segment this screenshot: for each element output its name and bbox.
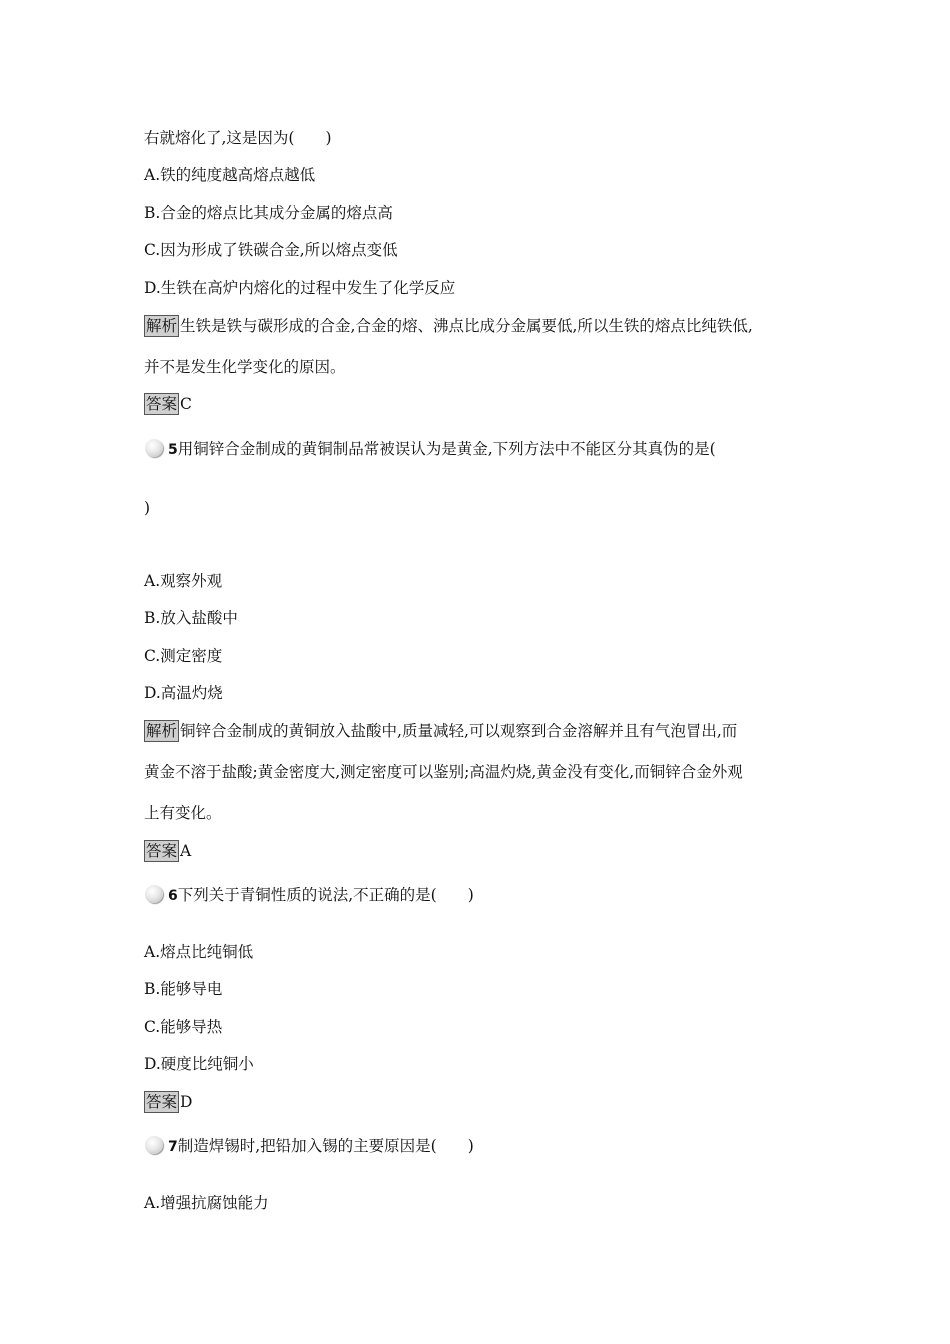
option-c: C.测定密度 — [144, 647, 223, 665]
option-c: C.能够导热 — [144, 1018, 223, 1036]
answer-label: 答案 — [146, 842, 178, 860]
answer-value: A — [180, 842, 192, 860]
option-b: B.能够导电 — [144, 980, 223, 998]
question-stem-continuation: 右就熔化了,这是因为( ) — [144, 129, 332, 147]
analysis-label: 解析 — [146, 722, 178, 740]
question-5-stem — [144, 438, 716, 461]
analysis-block — [144, 720, 737, 742]
answer-label: 答案 — [146, 1093, 178, 1111]
option-d: D.硬度比纯铜小 — [144, 1055, 254, 1073]
answer-value: C — [180, 395, 192, 413]
option-a: A.增强抗腐蚀能力 — [144, 1194, 269, 1212]
question-marker-icon — [144, 885, 166, 903]
question-marker-icon — [144, 439, 166, 457]
question-marker-icon — [144, 1136, 166, 1154]
analysis-text-continued: 黄金不溶于盐酸;黄金密度大,测定密度可以鉴别;高温灼烧,黄金没有变化,而铜锌合金外观 — [144, 763, 743, 781]
answer-block — [144, 840, 191, 862]
question-text: 制造焊锡时,把铅加入锡的主要原因是( ) — [177, 1137, 474, 1155]
option-a: A.观察外观 — [144, 572, 223, 590]
question-text: 下列关于青铜性质的说法,不正确的是( ) — [177, 886, 474, 904]
answer-block — [144, 1091, 192, 1113]
option-a: A.熔点比纯铜低 — [144, 943, 254, 961]
analysis-text: 铜锌合金制成的黄铜放入盐酸中,质量减轻,可以观察到合金溶解并且有气泡冒出,而 — [180, 722, 738, 740]
answer-label: 答案 — [146, 395, 178, 413]
option-c: C.因为形成了铁碳合金,所以熔点变低 — [144, 241, 398, 259]
question-number: 6 — [168, 888, 178, 904]
question-text: 用铜锌合金制成的黄铜制品常被误认为是黄金,下列方法中不能区分其真伪的是( — [177, 440, 716, 458]
question-number: 7 — [168, 1139, 178, 1155]
option-b: B.合金的熔点比其成分金属的熔点高 — [144, 204, 393, 222]
analysis-label: 解析 — [146, 317, 178, 335]
option-b: B.放入盐酸中 — [144, 609, 238, 627]
question-number: 5 — [168, 442, 178, 458]
option-a: A.铁的纯度越高熔点越低 — [144, 166, 316, 184]
analysis-text-continued: 并不是发生化学变化的原因。 — [144, 358, 346, 376]
analysis-text: 生铁是铁与碳形成的合金,合金的熔、沸点比成分金属要低,所以生铁的熔点比纯铁低, — [180, 317, 753, 335]
answer-block — [144, 393, 192, 415]
analysis-text-continued: 上有变化。 — [144, 804, 222, 822]
question-7-stem — [144, 1135, 474, 1158]
analysis-block — [144, 315, 753, 337]
question-5-stem-close: ) — [144, 499, 151, 517]
option-d: D.高温灼烧 — [144, 684, 223, 702]
answer-value: D — [180, 1093, 193, 1111]
option-d: D.生铁在高炉内熔化的过程中发生了化学反应 — [144, 279, 456, 297]
question-6-stem — [144, 884, 474, 907]
